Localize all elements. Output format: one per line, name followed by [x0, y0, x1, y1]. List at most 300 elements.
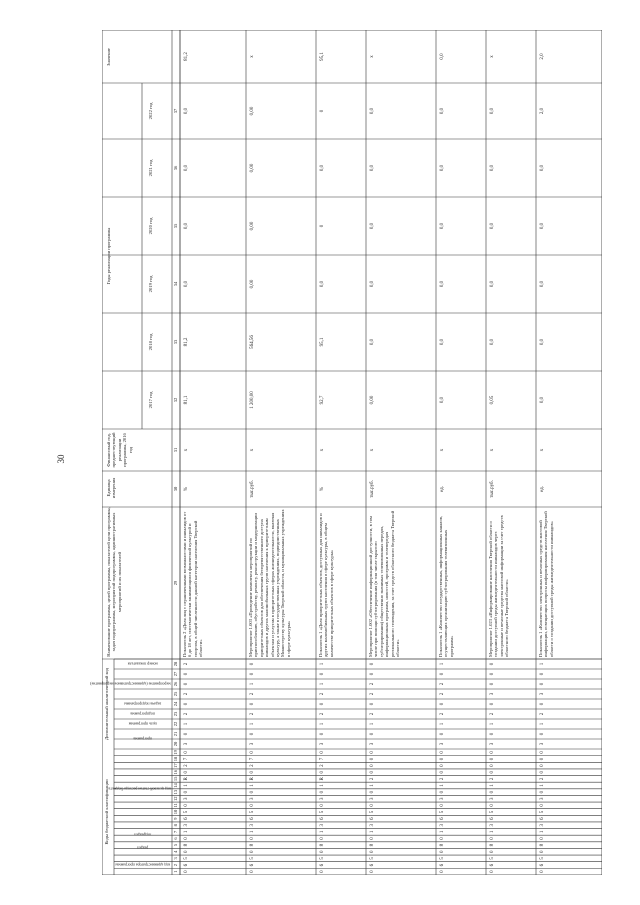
row-code-digit: 2 — [250, 712, 255, 716]
row-cell-y2017: 0,05 — [490, 395, 495, 405]
row-cell-value: х — [370, 55, 375, 58]
page-number: 30 — [56, 454, 66, 464]
row-name: Мероприятие 1.023 «Информирование населения Тверской области о создании доступной среды жизнедеятельности инвалидов через электронные и печатные средства массовой информации за счет средств областного бюджета Тверской области» — [488, 515, 510, 657]
year-2017-header: 2017 год — [148, 391, 153, 409]
row-code-digit: 0 — [370, 757, 375, 761]
row-code-digit: 0 — [540, 870, 545, 873]
row-code-digit: 5 — [440, 810, 445, 814]
row-cell-y2022: 0,0 — [370, 107, 375, 115]
row-code-digit: 3 — [370, 797, 375, 800]
row-code-digit: 0 — [320, 751, 325, 754]
row-code-digit: 2 — [320, 712, 325, 716]
row-code-digit: 0 — [370, 672, 375, 676]
row-name: Мероприятие 1.002 «Обеспечение информационной доступности, в том числе при помощи субтитрирования (в том числе скрытого субтитрирования) общественно значимых телевизионных передач, информационных программ, новостей, программ и телепередач регионального телевидения, за счет средств областного бюджета Тверской области» — [368, 510, 401, 657]
column-number: 7 — [173, 830, 178, 834]
row-code-digit: 0 — [490, 672, 495, 676]
row-cell-y2018: 0,0 — [490, 338, 495, 346]
row-code-digit: 6 — [184, 863, 189, 867]
row-code-digit: 8 — [490, 843, 495, 847]
column-number: 18 — [173, 756, 178, 762]
row-code-digit: 5 — [540, 810, 545, 814]
row-code-digit: 5 — [440, 857, 445, 860]
row-code-digit: 5 — [184, 857, 189, 860]
row-code-digit: 0 — [540, 757, 545, 761]
row-code-digit: 0 — [440, 870, 445, 873]
row-code-digit: 0 — [490, 804, 495, 807]
row-code-digit: 0 — [490, 837, 495, 840]
row-cell-y2017: 0,00 — [370, 395, 375, 405]
row-code-digit: 0 — [540, 770, 545, 774]
row-cell-fin: х — [490, 448, 495, 452]
row-code-digit: 3 — [320, 797, 325, 800]
row-code-digit: 3 — [440, 742, 445, 746]
row-code-digit: 0 — [370, 764, 375, 767]
row-code-digit: 0 — [370, 751, 375, 754]
column-number: 23 — [173, 711, 178, 717]
row-code-digit: 3 — [540, 797, 545, 800]
column-number: 20 — [173, 741, 178, 747]
row-code-digit: 0 — [540, 804, 545, 807]
row-code-digit: 1 — [250, 722, 255, 726]
row-code-digit: 8 — [440, 843, 445, 847]
row-code-digit: 1 — [320, 662, 325, 666]
row-code-digit: R — [184, 777, 189, 781]
column-number: 19 — [173, 750, 178, 755]
column-number: 28 — [173, 661, 178, 667]
row-code-digit: 2 — [320, 764, 325, 767]
row-code-digit: 0 — [250, 662, 255, 666]
row-cell-y2018: 95,1 — [320, 337, 325, 347]
row-cell-y2018: 0,0 — [540, 338, 545, 346]
row-code-digit: 0 — [320, 732, 325, 736]
row-cell-y2020: 0,0 — [540, 222, 545, 230]
row-cell-y2022: 0,0 — [440, 107, 445, 115]
row-code-digit: 3 — [490, 742, 495, 746]
column-number: 8 — [173, 824, 178, 827]
row-cell-y2021: 0,00 — [250, 163, 255, 173]
row-cell-unit: ед. — [540, 486, 545, 492]
row-code-digit: 0 — [440, 672, 445, 676]
row-cell-y2019: 0,0 — [370, 280, 375, 288]
year-2019-header: 2019 год — [148, 275, 153, 293]
row-code-digit: 6 — [540, 817, 545, 820]
row-cell-fin: х — [184, 448, 189, 452]
row-code-digit: 0 — [320, 672, 325, 676]
row-code-digit: 1 — [320, 830, 325, 834]
row-code-digit: 0 — [490, 870, 495, 873]
row-code-digit: 0 — [540, 672, 545, 676]
row-code-digit: 2 — [370, 777, 375, 781]
row-code-digit: 0 — [370, 732, 375, 736]
row-code-digit: 3 — [440, 824, 445, 827]
row-cell-fin: х — [320, 448, 325, 452]
column-number: 31 — [173, 447, 178, 453]
row-code-digit: 0 — [250, 672, 255, 676]
row-code-digit: 0 — [490, 757, 495, 761]
row-code-digit: 2 — [370, 692, 375, 696]
header-code-target-article: код целевой статьи расхода бюджета — [108, 786, 171, 792]
column-number: 27 — [173, 671, 178, 677]
row-cell-unit: ед. — [440, 486, 445, 492]
row-code-digit: 8 — [184, 843, 189, 847]
header-value: Значение — [106, 48, 111, 66]
row-code-digit: 3 — [320, 742, 325, 746]
row-code-digit: 2 — [490, 777, 495, 781]
row-cell-y2021: 0,0 — [440, 164, 445, 172]
row-code-digit: 0 — [490, 850, 495, 854]
row-code-digit: R — [250, 777, 255, 781]
row-code-digit: 1 — [184, 722, 189, 726]
year-2020-header: 2020 год — [148, 217, 153, 235]
row-code-digit: 0 — [370, 790, 375, 794]
column-number: 12 — [173, 796, 178, 801]
row-code-digit: 0 — [184, 870, 189, 873]
row-code-digit: 8 — [320, 843, 325, 847]
row-code-digit: 1 — [184, 784, 189, 787]
row-code-digit: 5 — [370, 810, 375, 814]
row-code-digit: 0 — [184, 804, 189, 807]
row-code-digit: 0 — [320, 770, 325, 774]
row-code-digit: 3 — [490, 692, 495, 696]
row-code-digit: 2 — [184, 764, 189, 767]
row-code-digit: 0 — [320, 790, 325, 794]
row-code-digit: 0 — [184, 672, 189, 676]
row-cell-y2021: 0,0 — [540, 164, 545, 172]
row-code-digit: 1 — [370, 830, 375, 834]
row-code-digit: 3 — [540, 742, 545, 746]
row-cell-unit: тыс.руб. — [250, 480, 255, 498]
row-cell-y2022: 0,0 — [184, 107, 189, 115]
row-code-digit: 8 — [250, 843, 255, 847]
row-code-digit: 1 — [320, 682, 325, 686]
column-number: 6 — [173, 837, 178, 840]
row-code-digit: 3 — [370, 742, 375, 746]
row-code-digit: 7 — [250, 757, 255, 761]
row-cell-value: х — [490, 55, 495, 58]
row-cell-y2022: 0,0 — [490, 107, 495, 115]
row-code-digit: 0 — [250, 770, 255, 774]
row-code-digit: 0 — [370, 850, 375, 854]
row-code-digit: 0 — [184, 770, 189, 774]
row-code-digit: 1 — [184, 830, 189, 834]
row-code-digit: 0 — [184, 790, 189, 794]
row-code-digit: 2 — [370, 682, 375, 686]
row-code-digit: 5 — [184, 810, 189, 814]
row-code-digit: 0 — [320, 837, 325, 840]
row-cell-y2020: 0,00 — [250, 221, 255, 231]
header-code-section: раздел — [137, 846, 149, 852]
row-cell-y2022: 0 — [320, 109, 325, 113]
row-cell-y2018: 564,56 — [250, 335, 255, 349]
row-cell-fin: х — [370, 448, 375, 452]
column-number: 37 — [173, 108, 178, 114]
row-code-digit: 0 — [440, 757, 445, 761]
row-code-digit: 2 — [440, 692, 445, 696]
header-name: Наименование программы, целей программы, показателей цели программы, задач подпрограммы, мероприятий подпрограммы, административных мероприятий и их показателей — [106, 507, 122, 657]
column-number: 24 — [173, 701, 178, 707]
row-name: Показатель 2 «Доля лиц с ограниченными возможностями и инвалидов от 6 до 18 лет, систематически занимающихся физической культурой и спортом, в общей численности данной категории населения Тверской области» — [182, 511, 204, 657]
column-number: 25 — [173, 691, 178, 697]
row-code-digit: 2 — [320, 692, 325, 696]
row-code-digit: 0 — [320, 702, 325, 706]
row-code-digit: 0 — [490, 732, 495, 736]
row-cell-fin: х — [440, 448, 445, 452]
row-cell-y2020: 0,0 — [184, 222, 189, 230]
row-code-digit: 0 — [250, 837, 255, 840]
column-number: 11 — [173, 803, 178, 808]
row-code-digit: 0 — [440, 804, 445, 807]
row-code-digit: R — [320, 777, 325, 781]
row-code-digit: 0 — [540, 850, 545, 854]
header-code-zad: задача подпрограммы — [124, 701, 162, 707]
row-cell-y2022: 2,0 — [540, 107, 545, 115]
row-code-digit: 0 — [250, 751, 255, 754]
header-code-subsection: подраздел — [134, 832, 152, 838]
row-code-digit: 0 — [250, 732, 255, 736]
row-code-digit: 3 — [184, 797, 189, 800]
row-code-digit: 0 — [440, 790, 445, 794]
header-unit: Единица измерения — [106, 477, 117, 499]
row-code-digit: 3 — [440, 797, 445, 800]
row-code-digit: 2 — [490, 712, 495, 716]
column-number: 26 — [173, 681, 178, 687]
row-code-digit: 0 — [540, 732, 545, 736]
row-code-digit: 5 — [250, 857, 255, 860]
row-code-digit: 0 — [370, 702, 375, 706]
row-code-digit: 0 — [184, 850, 189, 854]
row-code-digit: 6 — [440, 817, 445, 820]
row-code-digit: 1 — [370, 784, 375, 787]
row-cell-y2020: 0,0 — [370, 222, 375, 230]
row-name: Показатель 1 «Доля приоритетных объектов, доступных для инвалидов и других маломобильных групп населения в сфере культуры, в общем количестве приоритетных объектов в сфере культуры» — [318, 513, 334, 657]
row-code-digit: 0 — [490, 662, 495, 666]
header-fin-year: Финансовый год, предшествующий реализации программы, 2016 год — [106, 432, 133, 468]
row-cell-y2022: 0,00 — [250, 106, 255, 116]
year-2022-header: 2022 год — [148, 102, 153, 120]
row-code-digit: 0 — [440, 850, 445, 854]
row-cell-y2020: 0 — [320, 224, 325, 228]
column-number: 16 — [173, 769, 178, 775]
row-cell-y2019: 0,0 — [440, 280, 445, 288]
row-code-digit: 8 — [370, 843, 375, 847]
row-cell-y2018: 81,2 — [184, 337, 189, 347]
row-code-digit: 6 — [184, 817, 189, 820]
row-code-digit: 1 — [490, 830, 495, 834]
row-code-digit: 3 — [250, 742, 255, 746]
row-cell-y2019: 0,0 — [490, 280, 495, 288]
row-code-digit: 6 — [490, 863, 495, 867]
row-code-digit: 0 — [320, 804, 325, 807]
row-cell-value: х — [250, 55, 255, 58]
column-number: 5 — [173, 844, 178, 847]
header-code-mer: мероприятие (административное мероприятие) — [90, 681, 171, 687]
column-number: 13 — [173, 789, 178, 795]
row-code-digit: 6 — [440, 863, 445, 867]
row-name: Показатель 1 «Количество государственных, информационных каналов, осуществляющих организацию субтитрирования телевизионных программ» — [438, 515, 454, 657]
row-code-digit: 2 — [440, 682, 445, 686]
row-code-digit: 6 — [250, 863, 255, 867]
row-code-digit: 0 — [440, 751, 445, 754]
row-cell-y2017: 92,7 — [320, 395, 325, 405]
row-code-digit: 1 — [540, 830, 545, 834]
row-code-digit: 3 — [320, 824, 325, 827]
header-budget-codes: Коды бюджетной классификации — [104, 779, 109, 845]
row-cell-y2019: 0,0 — [184, 280, 189, 288]
row-cell-unit: тыс.руб. — [370, 480, 375, 498]
row-code-digit: 5 — [490, 857, 495, 860]
row-code-digit: 0 — [250, 702, 255, 706]
row-code-digit: 0 — [490, 702, 495, 706]
row-code-digit: 0 — [370, 770, 375, 774]
row-cell-y2021: 0,0 — [490, 164, 495, 172]
row-code-digit: 3 — [370, 824, 375, 827]
header-code-cel: цель программы — [128, 721, 157, 727]
year-2021-header: 2021 год — [148, 159, 153, 177]
row-cell-y2017: 0,0 — [440, 396, 445, 404]
row-code-digit: 2 — [184, 712, 189, 716]
row-code-digit: 1 — [440, 722, 445, 726]
row-code-digit: 1 — [440, 784, 445, 787]
column-number: 15 — [173, 776, 178, 782]
row-code-digit: 0 — [540, 682, 545, 686]
column-number: 10 — [173, 809, 178, 815]
row-code-digit: 7 — [320, 757, 325, 761]
row-cell-y2017: 1 200,00 — [250, 391, 255, 409]
row-code-digit: 0 — [440, 764, 445, 767]
row-code-digit: 6 — [370, 817, 375, 820]
row-code-digit: 1 — [490, 722, 495, 726]
row-code-digit: 0 — [250, 850, 255, 854]
row-cell-y2019: 0,00 — [250, 279, 255, 289]
row-code-digit: 1 — [440, 662, 445, 666]
row-code-digit: 0 — [440, 770, 445, 774]
row-code-digit: 8 — [540, 843, 545, 847]
column-number: 21 — [173, 731, 178, 737]
row-code-digit: 0 — [440, 837, 445, 840]
row-code-digit: 3 — [250, 797, 255, 800]
column-number: 14 — [173, 783, 178, 788]
row-code-digit: 1 — [250, 682, 255, 686]
column-number: 36 — [173, 165, 178, 171]
row-code-digit: 0 — [540, 790, 545, 794]
row-name: Показатель 1 «Количество электронных и печатных средств массовой информации, освещающих вопросы информирования населения Тверской области о создании доступной среды жизнедеятельности инвалидов» — [538, 511, 554, 657]
row-code-digit: 3 — [184, 824, 189, 827]
row-cell-y2018: 0,0 — [440, 338, 445, 346]
row-code-digit: 5 — [490, 810, 495, 814]
header-code-pp: программа — [133, 736, 152, 742]
row-code-digit: 2 — [540, 712, 545, 716]
row-code-digit: 1 — [440, 830, 445, 834]
row-code-digit: 0 — [440, 732, 445, 736]
row-code-digit: 2 — [184, 692, 189, 696]
row-code-digit: 3 — [540, 692, 545, 696]
column-number: 29 — [173, 580, 178, 586]
row-code-digit: 6 — [490, 817, 495, 820]
row-code-digit: 6 — [250, 817, 255, 820]
column-number: 17 — [173, 763, 178, 768]
row-code-digit: 2 — [440, 777, 445, 781]
row-code-digit: 0 — [440, 702, 445, 706]
row-code-digit: 0 — [370, 804, 375, 807]
row-cell-y2017: 0,0 — [540, 396, 545, 404]
row-code-digit: 0 — [250, 870, 255, 873]
row-code-digit: 0 — [490, 790, 495, 794]
column-number: 35 — [173, 223, 178, 229]
row-code-digit: 0 — [540, 702, 545, 706]
row-cell-y2020: 0,0 — [440, 222, 445, 230]
row-code-digit: 1 — [540, 784, 545, 787]
row-code-digit: 5 — [320, 857, 325, 860]
budget-program-table — [90, 30, 602, 875]
row-code-digit: 0 — [540, 764, 545, 767]
row-cell-y2021: 0,0 — [184, 164, 189, 172]
row-cell-y2019: 0,0 — [320, 280, 325, 288]
row-cell-unit: тыс.руб. — [490, 480, 495, 498]
row-cell-y2021: 0,0 — [320, 164, 325, 172]
row-code-digit: 0 — [320, 870, 325, 873]
row-cell-y2017: 81,1 — [184, 395, 189, 405]
row-cell-value: 0,0 — [440, 53, 445, 60]
row-code-digit: 7 — [184, 757, 189, 761]
row-cell-y2018: 0,0 — [370, 338, 375, 346]
row-code-digit: 1 — [250, 784, 255, 787]
row-code-digit: 0 — [250, 804, 255, 807]
row-code-digit: 0 — [370, 837, 375, 840]
column-number: 33 — [173, 339, 178, 345]
row-code-digit: 2 — [184, 662, 189, 666]
row-cell-value: 2,0 — [540, 53, 545, 60]
row-cell-y2021: 0,0 — [370, 164, 375, 172]
row-code-digit: 3 — [490, 824, 495, 827]
row-code-digit: 5 — [320, 810, 325, 814]
row-code-digit: 0 — [490, 770, 495, 774]
column-number: 34 — [173, 281, 178, 287]
row-code-digit: 2 — [370, 712, 375, 716]
row-code-digit: 3 — [540, 824, 545, 827]
column-number: 32 — [173, 397, 178, 403]
row-code-digit: 5 — [250, 810, 255, 814]
column-number: 2 — [173, 863, 178, 867]
row-code-digit: 3 — [184, 742, 189, 746]
row-code-digit: 6 — [320, 863, 325, 867]
row-cell-y2020: 0,0 — [490, 222, 495, 230]
row-code-digit: 2 — [540, 777, 545, 781]
row-cell-y2019: 0,0 — [540, 280, 545, 288]
row-cell-fin: х — [250, 448, 255, 452]
row-code-digit: 6 — [540, 863, 545, 867]
header-code-admin-code: код администратора программы — [115, 862, 170, 868]
row-code-digit: 2 — [440, 712, 445, 716]
row-code-digit: 0 — [540, 837, 545, 840]
row-code-digit: 1 — [250, 830, 255, 834]
column-number: 3 — [173, 857, 178, 860]
row-cell-fin: х — [540, 448, 545, 452]
row-code-digit: 0 — [370, 870, 375, 873]
row-code-digit: 2 — [250, 764, 255, 767]
row-code-digit: 5 — [370, 857, 375, 860]
row-code-digit: 1 — [490, 784, 495, 787]
row-code-digit: 0 — [184, 732, 189, 736]
column-number: 22 — [173, 721, 178, 727]
row-code-digit: 0 — [320, 850, 325, 854]
row-code-digit: 1 — [320, 722, 325, 726]
row-code-digit: 0 — [184, 682, 189, 686]
header-years-impl: Годы реализации программы — [106, 227, 111, 285]
row-code-digit: 0 — [490, 764, 495, 767]
row-code-digit: 3 — [250, 824, 255, 827]
row-code-digit: 0 — [184, 751, 189, 754]
header-additional-analytic: Дополнительный аналитический код — [104, 668, 109, 741]
